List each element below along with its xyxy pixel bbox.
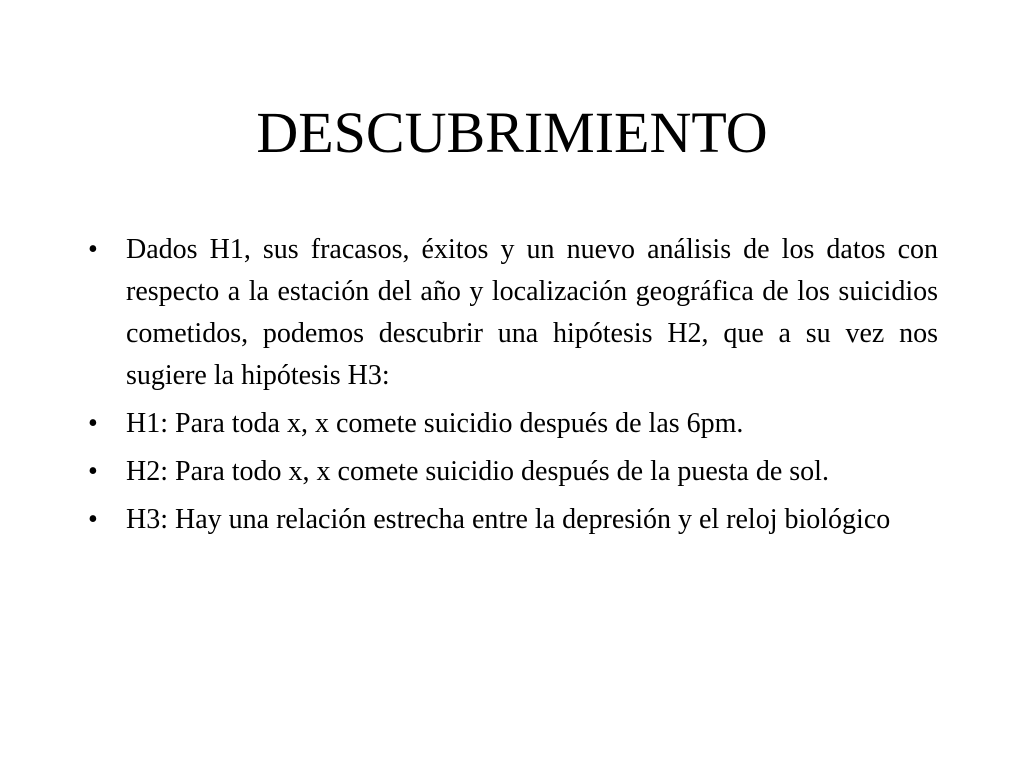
bullet-item: [86, 499, 938, 541]
bullet-item: [86, 451, 938, 493]
bullet-icon: •: [88, 234, 98, 265]
bullet-text: H3: Hay una relación estrecha entre la depresión y el reloj biológico: [126, 504, 891, 535]
bullet-icon: •: [88, 504, 98, 535]
bullet-icon: •: [88, 456, 98, 487]
bullet-text: Dados H1, sus fracasos, éxitos y un nuevo análisis de los datos con respecto a la estación del año y localización geográfica de los suicidios cometidos, podemos descubrir una hipótesis H2, que a su vez nos sugiere la hipótesis H3:: [126, 234, 938, 391]
bullet-text: H2: Para todo x, x comete suicidio después de la puesta de sol.: [126, 456, 829, 487]
slide-title: DESCUBRIMIENTO: [256, 100, 768, 165]
bullet-item: [86, 403, 938, 445]
bullet-list: [86, 229, 938, 547]
bullet-text: H1: Para toda x, x comete suicidio después de las 6pm.: [126, 408, 744, 439]
bullet-item: [86, 229, 938, 397]
bullet-icon: •: [88, 408, 98, 439]
